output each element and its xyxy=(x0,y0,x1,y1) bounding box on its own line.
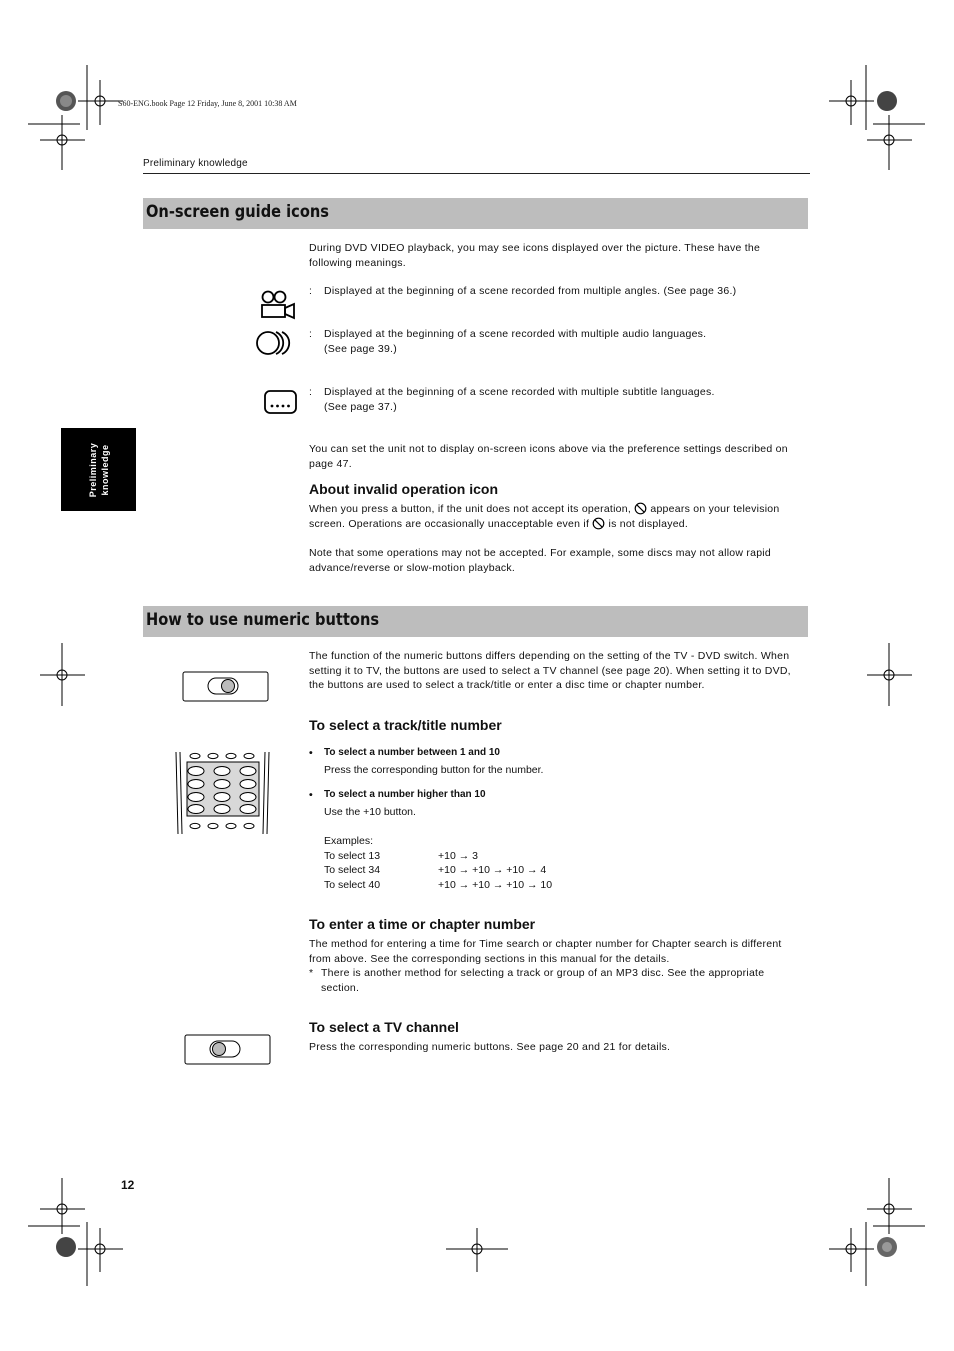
example-label: To select 40 xyxy=(324,878,381,891)
example-sequence: +10 → +10 → +10 → 10 xyxy=(438,878,553,891)
side-tab xyxy=(61,428,136,511)
invalid-operation-note: Note that some operations may not be accepted. For example, some discs may not allow rapid advance/reverse or slow-motion playback. xyxy=(309,547,771,574)
colon: : xyxy=(309,285,313,297)
tv-dvd-switch-illustration-tv xyxy=(184,1034,274,1066)
subtitle-icon xyxy=(263,389,299,415)
note-asterisk: * xyxy=(309,967,314,979)
book-info: S60-ENG.book Page 12 Friday, June 8, 2001 10:38 AM xyxy=(118,99,297,108)
camera-angle-icon xyxy=(259,289,299,323)
section-header-onscreen-icons xyxy=(143,198,808,229)
header-rule xyxy=(143,173,810,174)
icon-desc-line2: (See page 39.) xyxy=(324,342,397,355)
example-label: To select 34 xyxy=(324,864,381,876)
icon-description xyxy=(324,385,804,414)
numeric-intro: The function of the numeric buttons differs depending on the setting of the TV - DVD switch. When setting it to TV, the buttons are used to select a TV channel (see page 20). When setting it to DVD, the buttons are used to select a track/title or enter a disc time or chapter number. xyxy=(309,650,791,691)
bullet-heading: To select a number between 1 and 10 xyxy=(324,747,500,758)
example-sequence: +10 → +10 → +10 → 4 xyxy=(438,864,547,876)
example-label: To select 13 xyxy=(324,849,381,862)
audio-language-icon xyxy=(256,330,300,356)
bullet-1-to-10 xyxy=(309,746,805,780)
bullet-dot: • xyxy=(309,747,313,759)
icon-description xyxy=(324,327,804,356)
time-chapter-heading: To enter a time or chapter number xyxy=(309,916,536,932)
prohibited-icon xyxy=(634,502,647,515)
invalid-text-c: television screen. Operations are occasionally unacceptable even if xyxy=(309,503,780,530)
bullet-heading: To select a number higher than 10 xyxy=(324,789,486,800)
intro-paragraph: During DVD VIDEO playback, you may see icons displayed over the picture. These have the following meanings. xyxy=(309,242,761,269)
preference-note: You can set the unit not to display on-screen icons above via the preference settings described on page 47. xyxy=(309,443,788,470)
bullet-body: Press the corresponding button for the number. xyxy=(324,764,544,776)
invalid-text-d: is not displayed. xyxy=(608,517,689,530)
page-number: 12 xyxy=(121,1178,135,1192)
track-title-heading: To select a track/title number xyxy=(309,717,502,733)
section-title: On-screen guide icons xyxy=(146,202,330,222)
numeric-keypad-illustration xyxy=(173,750,273,836)
colon: : xyxy=(309,328,313,340)
bullet-dot: • xyxy=(309,789,313,801)
running-header: Preliminary knowledge xyxy=(143,158,248,169)
examples-label: Examples: xyxy=(324,835,374,847)
tv-channel-heading: To select a TV channel xyxy=(309,1019,459,1035)
icon-row-subtitle xyxy=(309,385,805,415)
tv-channel-body: Press the corresponding numeric buttons. See page 20 and 21 for details. xyxy=(309,1041,671,1053)
time-chapter-body: The method for entering a time for Time search or chapter number for Chapter search is different from above. See the corresponding sections in this manual for the details. xyxy=(309,938,782,965)
invalid-text-a: When you press a button, if the unit does not accept its operation, xyxy=(309,503,632,515)
time-chapter-note xyxy=(309,966,805,995)
icon-desc-line2: (See page 37.) xyxy=(324,400,397,413)
icon-desc-line1: Displayed at the beginning of a scene recorded from multiple angles. (See page 36.) xyxy=(324,285,737,297)
side-tab-line2: knowledge xyxy=(99,444,110,496)
example-row xyxy=(324,878,624,893)
examples-block xyxy=(324,834,624,892)
invalid-operation-heading: About invalid operation icon xyxy=(309,481,498,497)
example-sequence: +10 → 3 xyxy=(438,849,478,862)
icon-row-angle xyxy=(309,284,805,314)
bullet-higher-than-10 xyxy=(309,788,805,822)
prohibited-icon xyxy=(592,517,605,530)
note-text: There is another method for selecting a track or group of an MP3 disc. See the appropriate section. xyxy=(321,967,765,994)
example-row xyxy=(324,849,624,864)
tv-dvd-switch-illustration xyxy=(182,671,272,703)
colon: : xyxy=(309,386,313,398)
icon-description xyxy=(324,284,804,299)
icon-desc-line1: Displayed at the beginning of a scene recorded with multiple audio languages. xyxy=(324,328,707,340)
bullet-body: Use the +10 button. xyxy=(324,806,416,818)
invalid-operation-paragraph xyxy=(309,502,805,531)
section-title: How to use numeric buttons xyxy=(146,610,380,630)
icon-desc-line1: Displayed at the beginning of a scene recorded with multiple subtitle languages. xyxy=(324,386,715,398)
example-row xyxy=(324,863,624,878)
icon-row-audio xyxy=(309,327,805,357)
section-header-numeric-buttons xyxy=(143,606,808,637)
side-tab-line1: Preliminary xyxy=(87,442,98,497)
invalid-text-b: appears on your xyxy=(650,503,731,515)
